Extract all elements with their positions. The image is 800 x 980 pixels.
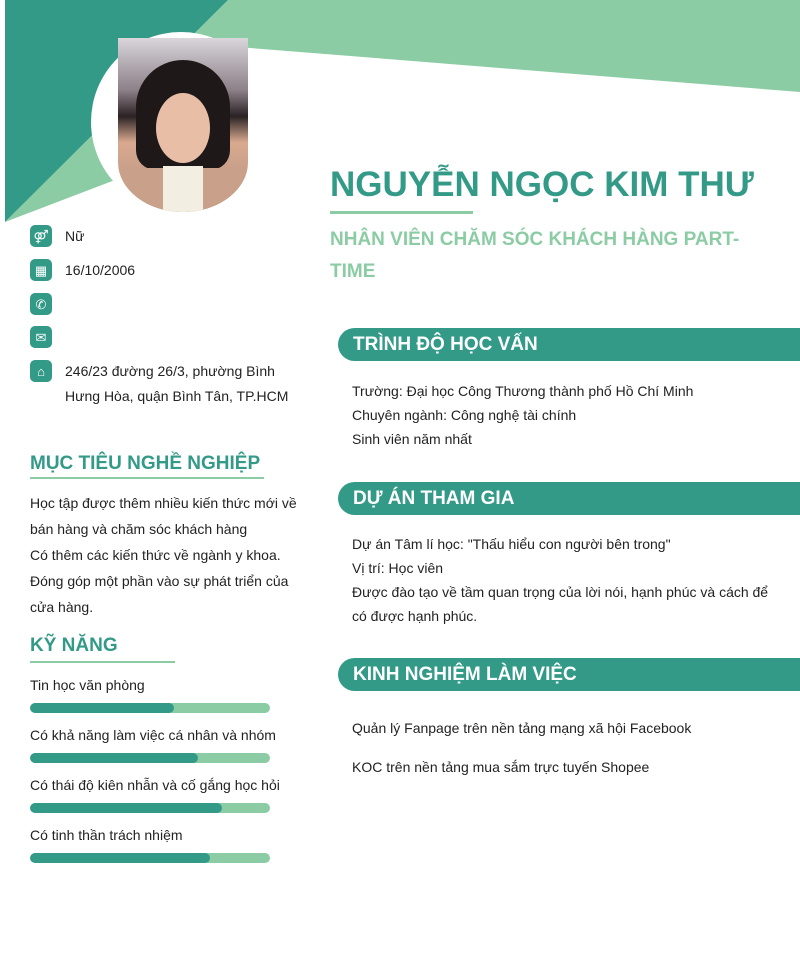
- skill-label: Có tinh thần trách nhiệm: [30, 827, 183, 843]
- skills-heading: KỸ NĂNG: [30, 635, 118, 656]
- gender-row: [30, 224, 84, 249]
- skills-divider: [30, 661, 175, 663]
- education-text: [352, 379, 772, 451]
- job-title: NHÂN VIÊN CHĂM SÓC KHÁCH HÀNG PART-TIME: [330, 229, 740, 282]
- skill-label: Tin học văn phòng: [30, 677, 145, 693]
- project-line: Được đào tạo về tầm quan trọng của lời nói, hạnh phúc và cách để có được hạnh phúc.: [352, 584, 769, 624]
- skill-bar-fill: [30, 803, 222, 813]
- objective-text: [30, 490, 305, 620]
- email-row: [30, 325, 52, 348]
- skill-bar-fill: [30, 853, 210, 863]
- name-divider: [330, 211, 473, 214]
- skill-bar: [30, 753, 270, 763]
- calendar-icon: ▦: [30, 259, 52, 281]
- projects-heading: DỰ ÁN THAM GIA: [338, 482, 800, 515]
- phone-icon: ✆: [30, 293, 52, 315]
- experience-line: KOC trên nền tảng mua sắm trực tuyến Shopee: [352, 759, 650, 775]
- mail-icon: ✉: [30, 326, 52, 348]
- address-row: [30, 359, 290, 409]
- project-line: Vị trí: Học viên: [352, 560, 444, 576]
- address-value: 246/23 đường 26/3, phường Bình Hưng Hòa, quận Bình Tân, TP.HCM: [65, 363, 289, 404]
- skill-label: Có thái độ kiên nhẫn và cố gắng học hỏi: [30, 777, 280, 793]
- projects-text: [352, 532, 772, 628]
- home-icon: ⌂: [30, 360, 52, 382]
- objective-line: Có thêm các kiến thức về ngành y khoa.: [30, 547, 281, 563]
- objective-heading: MỤC TIÊU NGHỀ NGHIỆP: [30, 453, 261, 474]
- skill-bar-fill: [30, 753, 198, 763]
- education-line: Chuyên ngành: Công nghệ tài chính: [352, 407, 577, 423]
- birthday-value: 16/10/2006: [65, 262, 136, 278]
- objective-line: Học tập được thêm nhiều kiến thức mới về bán hàng và chăm sóc khách hàng: [30, 495, 297, 537]
- profile-photo: [118, 38, 248, 212]
- education-line: Trường: Đại học Công Thương thành phố Hồ Chí Minh: [352, 383, 694, 399]
- skill-bar-fill: [30, 703, 174, 713]
- skill-label: Có khả năng làm việc cá nhân và nhóm: [30, 727, 276, 743]
- education-line: Sinh viên năm nhất: [352, 431, 472, 447]
- experience-text: [352, 709, 772, 787]
- education-heading: TRÌNH ĐỘ HỌC VẤN: [338, 328, 800, 361]
- objective-divider: [30, 477, 264, 479]
- experience-line: Quản lý Fanpage trên nền tảng mạng xã hội Facebook: [352, 720, 692, 736]
- gender-value: Nữ: [65, 228, 85, 244]
- objective-line: Đóng góp một phần vào sự phát triển của cửa hàng.: [30, 573, 289, 615]
- skill-bar: [30, 803, 270, 813]
- project-line: Dự án Tâm lí học: "Thấu hiểu con người bên trong": [352, 536, 671, 552]
- birthday-row: [30, 258, 135, 283]
- skill-bar: [30, 703, 270, 713]
- phone-row: [30, 292, 52, 315]
- experience-heading: KINH NGHIỆM LÀM VIỆC: [338, 658, 800, 691]
- gender-icon: ⚤: [30, 225, 52, 247]
- skill-bar: [30, 853, 270, 863]
- candidate-name: NGUYỄN NGỌC KIM THƯ: [330, 165, 754, 204]
